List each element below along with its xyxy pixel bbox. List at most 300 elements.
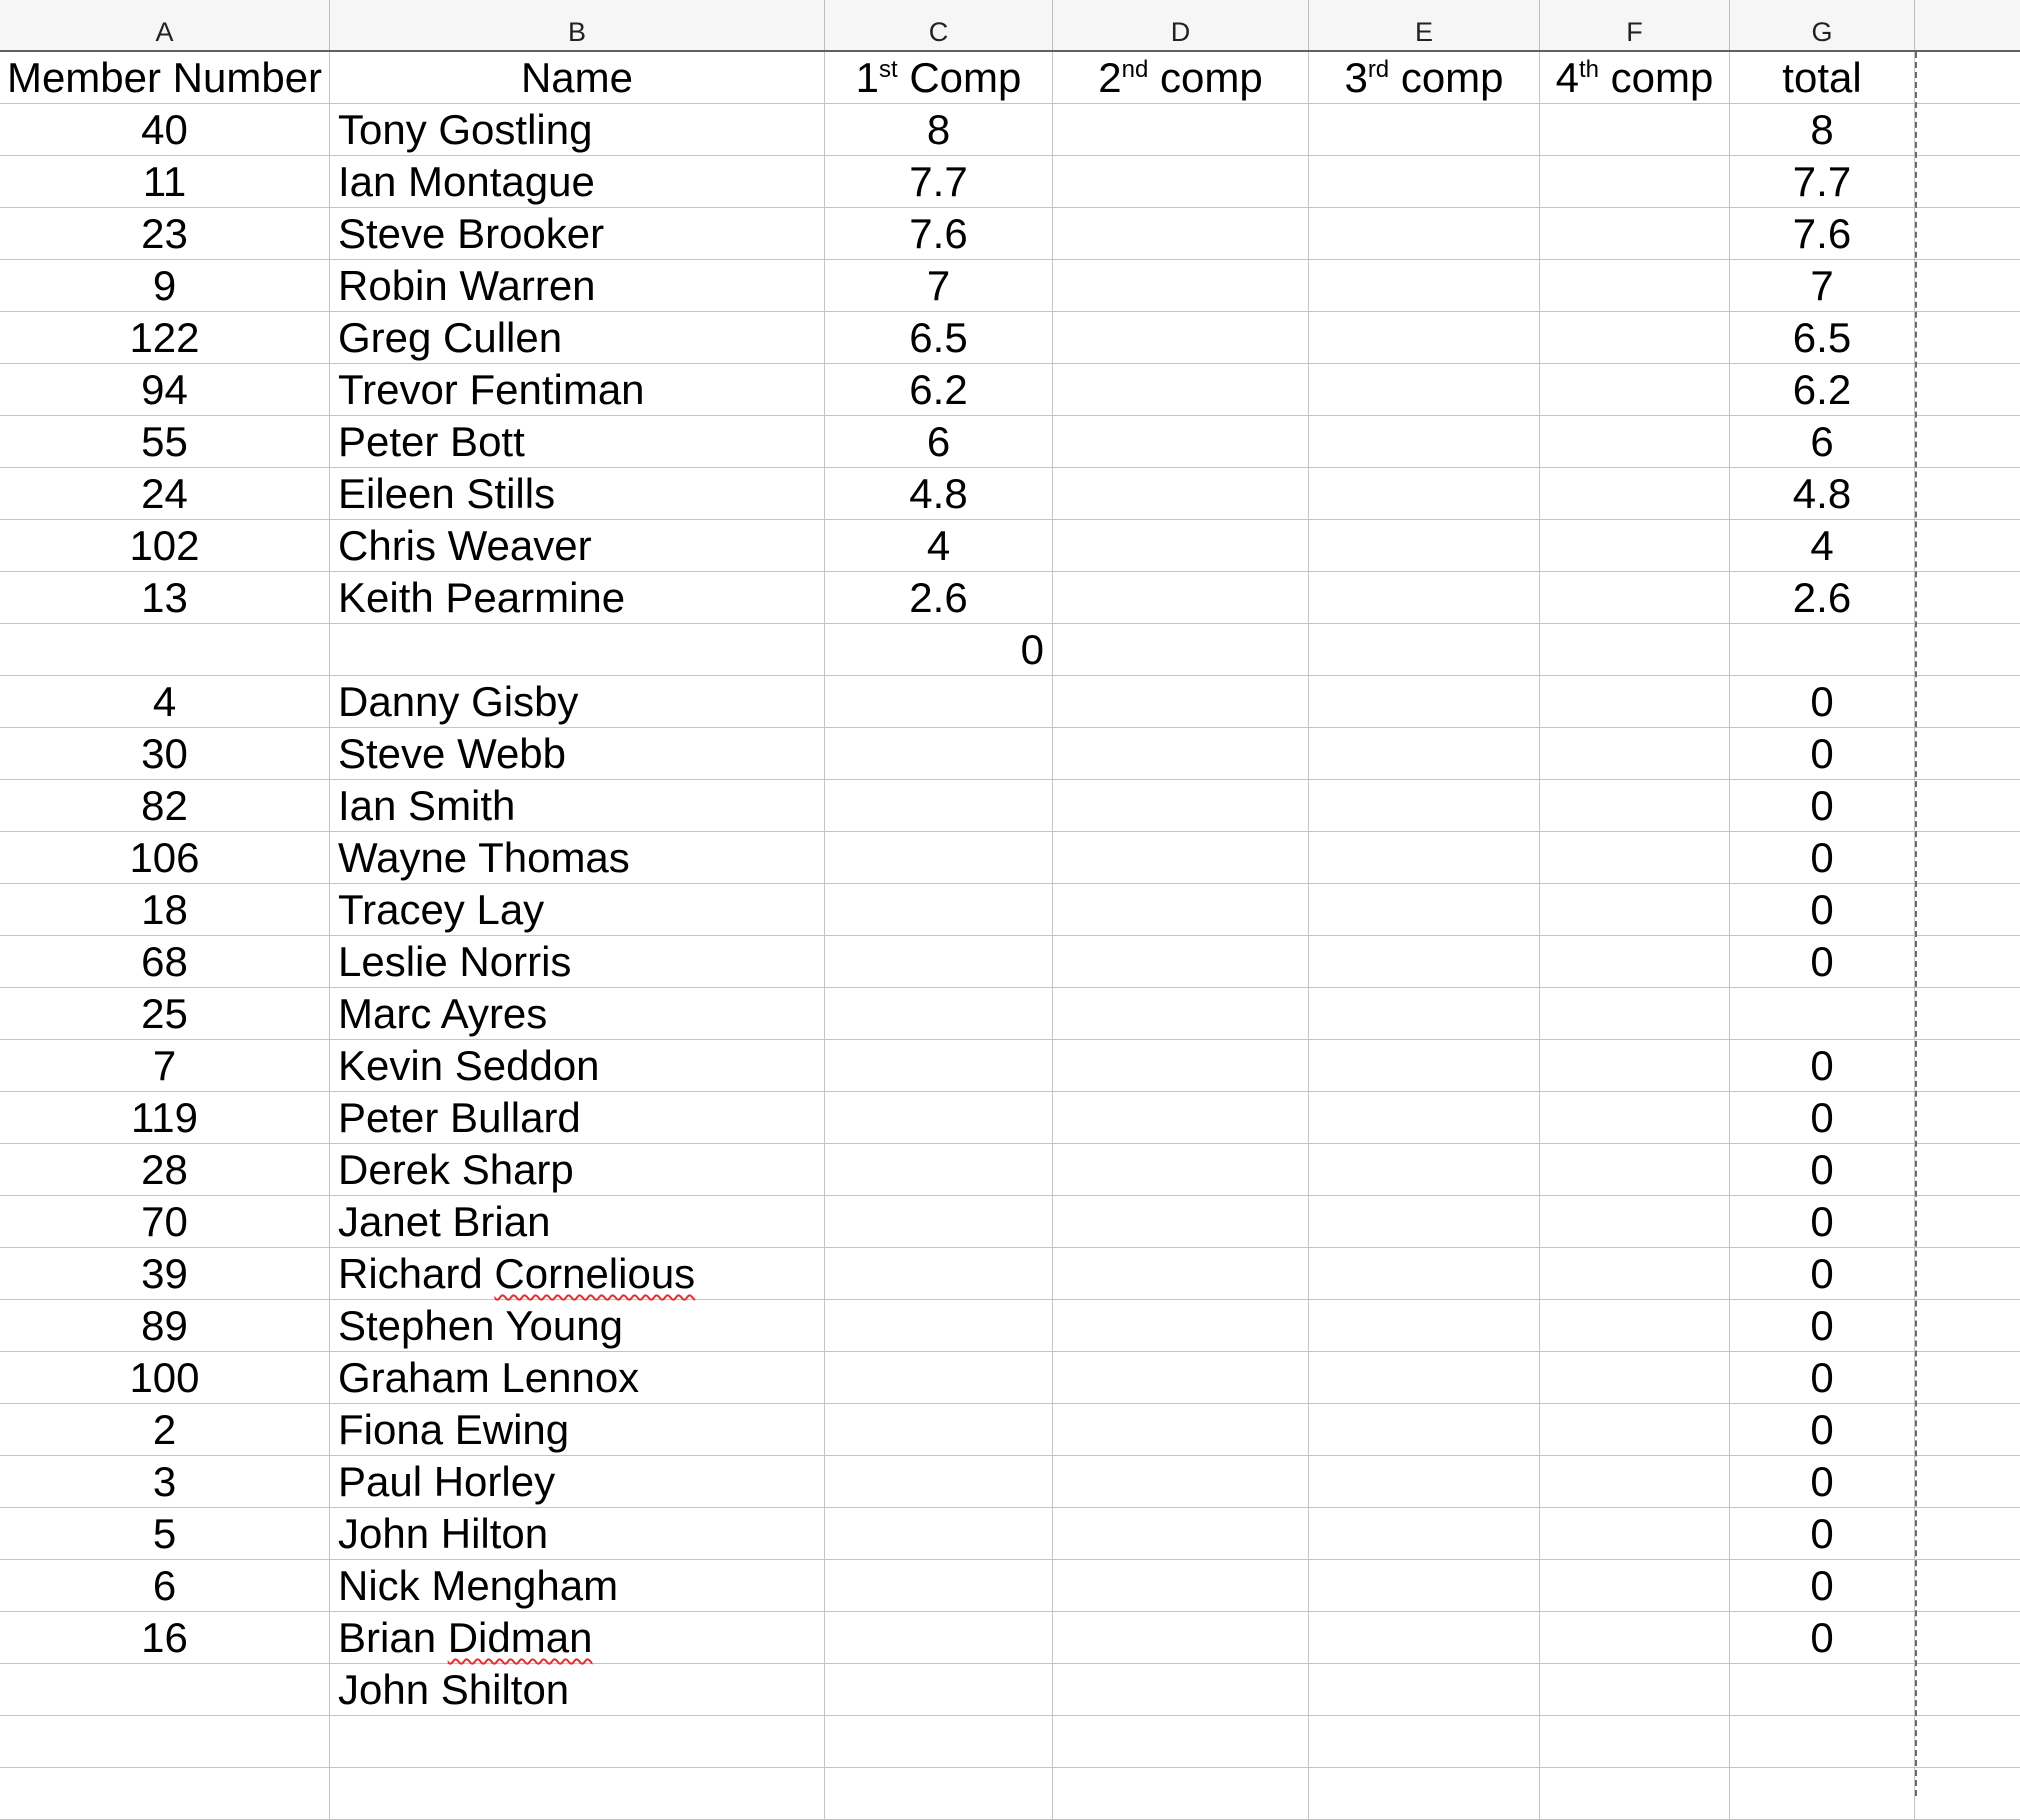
comp4-score-cell[interactable] bbox=[1540, 312, 1730, 364]
name-cell[interactable]: Marc Ayres bbox=[330, 988, 825, 1040]
comp1-score-cell[interactable]: 6.5 bbox=[825, 312, 1053, 364]
name-cell[interactable]: Peter Bott bbox=[330, 416, 825, 468]
empty-cell[interactable] bbox=[1915, 1144, 2020, 1196]
empty-cell[interactable] bbox=[1915, 260, 2020, 312]
comp2-score-cell[interactable] bbox=[1053, 416, 1309, 468]
comp1-score-cell[interactable] bbox=[825, 1560, 1053, 1612]
name-cell[interactable]: Ian Montague bbox=[330, 156, 825, 208]
member-number-cell[interactable]: 89 bbox=[0, 1300, 330, 1352]
name-cell[interactable]: Robin Warren bbox=[330, 260, 825, 312]
comp3-score-cell[interactable] bbox=[1309, 1248, 1540, 1300]
member-number-cell[interactable]: 106 bbox=[0, 832, 330, 884]
table-row bbox=[0, 1248, 2020, 1300]
comp2-score-cell[interactable] bbox=[1053, 1404, 1309, 1456]
table-row bbox=[0, 676, 2020, 728]
empty-cell[interactable] bbox=[1915, 208, 2020, 260]
total-cell[interactable]: 0 bbox=[1730, 1248, 1915, 1300]
name-cell[interactable] bbox=[330, 1716, 825, 1768]
total-cell[interactable] bbox=[1730, 988, 1915, 1040]
total-cell[interactable]: 0 bbox=[1730, 676, 1915, 728]
comp3-score-cell[interactable] bbox=[1309, 676, 1540, 728]
comp1-score-cell[interactable] bbox=[825, 1352, 1053, 1404]
empty-cell[interactable] bbox=[1915, 624, 2020, 676]
member-number-cell[interactable] bbox=[0, 1768, 330, 1820]
empty-cell[interactable] bbox=[1915, 676, 2020, 728]
column-header-g[interactable]: G bbox=[1730, 0, 1915, 50]
comp3-score-cell[interactable] bbox=[1309, 780, 1540, 832]
comp1-score-cell[interactable]: 2.6 bbox=[825, 572, 1053, 624]
comp2-score-cell[interactable] bbox=[1053, 780, 1309, 832]
comp4-score-cell[interactable] bbox=[1540, 572, 1730, 624]
name-cell[interactable]: Steve Webb bbox=[330, 728, 825, 780]
comp4-score-cell[interactable] bbox=[1540, 1664, 1730, 1716]
comp4-score-cell[interactable] bbox=[1540, 1352, 1730, 1404]
comp4-score-cell[interactable] bbox=[1540, 156, 1730, 208]
header-ordinal-number: 2 bbox=[1098, 54, 1122, 101]
comp3-score-cell[interactable] bbox=[1309, 1040, 1540, 1092]
comp2-score-cell[interactable] bbox=[1053, 1768, 1309, 1820]
member-number-cell[interactable]: 30 bbox=[0, 728, 330, 780]
comp4-score-cell[interactable] bbox=[1540, 1196, 1730, 1248]
comp1-score-cell[interactable] bbox=[825, 1508, 1053, 1560]
empty-cell[interactable] bbox=[1915, 1508, 2020, 1560]
header-ordinal-suffix: nd bbox=[1121, 56, 1149, 83]
comp1-score-cell[interactable] bbox=[825, 780, 1053, 832]
header-cell-comp3[interactable] bbox=[1309, 52, 1540, 104]
member-number-cell[interactable]: 94 bbox=[0, 364, 330, 416]
comp2-score-cell[interactable] bbox=[1053, 1716, 1309, 1768]
comp2-score-cell[interactable] bbox=[1053, 1196, 1309, 1248]
comp2-score-cell[interactable] bbox=[1053, 1612, 1309, 1664]
total-cell[interactable]: 0 bbox=[1730, 1144, 1915, 1196]
comp3-score-cell[interactable] bbox=[1309, 1664, 1540, 1716]
header-cell-comp1[interactable] bbox=[825, 52, 1053, 104]
comp3-score-cell[interactable] bbox=[1309, 416, 1540, 468]
empty-cell[interactable] bbox=[1915, 1092, 2020, 1144]
comp1-score-cell[interactable] bbox=[825, 1092, 1053, 1144]
comp1-score-cell[interactable] bbox=[825, 1248, 1053, 1300]
comp3-score-cell[interactable] bbox=[1309, 364, 1540, 416]
name-cell[interactable]: Stephen Young bbox=[330, 1300, 825, 1352]
empty-cell[interactable] bbox=[1915, 468, 2020, 520]
comp3-score-cell[interactable] bbox=[1309, 1300, 1540, 1352]
header-ordinal-suffix: th bbox=[1578, 56, 1599, 83]
comp2-score-cell[interactable] bbox=[1053, 728, 1309, 780]
total-cell[interactable]: 6.2 bbox=[1730, 364, 1915, 416]
comp1-score-cell[interactable] bbox=[825, 1664, 1053, 1716]
member-number-cell[interactable]: 25 bbox=[0, 988, 330, 1040]
comp1-score-cell[interactable]: 8 bbox=[825, 104, 1053, 156]
name-cell[interactable]: Greg Cullen bbox=[330, 312, 825, 364]
column-header-a[interactable]: A bbox=[0, 0, 330, 50]
comp1-score-cell[interactable]: 6.2 bbox=[825, 364, 1053, 416]
empty-cell[interactable] bbox=[1915, 728, 2020, 780]
comp3-score-cell[interactable] bbox=[1309, 520, 1540, 572]
comp4-score-cell[interactable] bbox=[1540, 208, 1730, 260]
comp4-score-cell[interactable] bbox=[1540, 624, 1730, 676]
comp2-score-cell[interactable] bbox=[1053, 676, 1309, 728]
member-number-cell[interactable]: 18 bbox=[0, 884, 330, 936]
member-number-cell[interactable]: 11 bbox=[0, 156, 330, 208]
name-cell[interactable]: Danny Gisby bbox=[330, 676, 825, 728]
comp4-score-cell[interactable] bbox=[1540, 988, 1730, 1040]
total-cell[interactable]: 7 bbox=[1730, 260, 1915, 312]
comp1-score-cell[interactable] bbox=[825, 1716, 1053, 1768]
comp1-score-cell[interactable] bbox=[825, 1404, 1053, 1456]
total-cell[interactable]: 0 bbox=[1730, 1404, 1915, 1456]
comp2-score-cell[interactable] bbox=[1053, 104, 1309, 156]
total-cell[interactable]: 0 bbox=[1730, 1300, 1915, 1352]
comp2-score-cell[interactable] bbox=[1053, 1300, 1309, 1352]
comp4-score-cell[interactable] bbox=[1540, 1560, 1730, 1612]
comp3-score-cell[interactable] bbox=[1309, 1352, 1540, 1404]
empty-cell[interactable] bbox=[1915, 780, 2020, 832]
comp3-score-cell[interactable] bbox=[1309, 988, 1540, 1040]
header-cell-comp2[interactable] bbox=[1053, 52, 1309, 104]
total-cell[interactable]: 0 bbox=[1730, 728, 1915, 780]
comp1-score-cell[interactable]: 4 bbox=[825, 520, 1053, 572]
comp3-score-cell[interactable] bbox=[1309, 156, 1540, 208]
comp1-score-cell[interactable] bbox=[825, 884, 1053, 936]
empty-cell[interactable] bbox=[1915, 1300, 2020, 1352]
empty-cell[interactable] bbox=[1915, 832, 2020, 884]
comp3-score-cell[interactable] bbox=[1309, 1196, 1540, 1248]
comp1-score-cell[interactable] bbox=[825, 1612, 1053, 1664]
comp4-score-cell[interactable] bbox=[1540, 832, 1730, 884]
name-cell[interactable]: Kevin Seddon bbox=[330, 1040, 825, 1092]
column-header-f[interactable]: F bbox=[1540, 0, 1730, 50]
comp3-score-cell[interactable] bbox=[1309, 884, 1540, 936]
total-cell[interactable]: 6 bbox=[1730, 416, 1915, 468]
name-cell[interactable]: Peter Bullard bbox=[330, 1092, 825, 1144]
comp2-score-cell[interactable] bbox=[1053, 364, 1309, 416]
comp2-score-cell[interactable] bbox=[1053, 208, 1309, 260]
comp1-score-cell[interactable] bbox=[825, 988, 1053, 1040]
total-cell[interactable]: 0 bbox=[1730, 936, 1915, 988]
name-cell[interactable]: Ian Smith bbox=[330, 780, 825, 832]
comp2-score-cell[interactable] bbox=[1053, 1040, 1309, 1092]
empty-cell[interactable] bbox=[1915, 520, 2020, 572]
header-cell-comp4[interactable] bbox=[1540, 52, 1730, 104]
member-number-cell[interactable]: 122 bbox=[0, 312, 330, 364]
comp3-score-cell[interactable] bbox=[1309, 572, 1540, 624]
member-number-cell[interactable]: 40 bbox=[0, 104, 330, 156]
name-cell[interactable]: Tony Gostling bbox=[330, 104, 825, 156]
total-cell[interactable]: 0 bbox=[1730, 1352, 1915, 1404]
name-cell[interactable]: Tracey Lay bbox=[330, 884, 825, 936]
member-number-cell[interactable]: 24 bbox=[0, 468, 330, 520]
name-cell[interactable]: Graham Lennox bbox=[330, 1352, 825, 1404]
total-cell[interactable]: 7.7 bbox=[1730, 156, 1915, 208]
comp2-score-cell[interactable] bbox=[1053, 624, 1309, 676]
total-cell[interactable]: 0 bbox=[1730, 1040, 1915, 1092]
member-number-cell[interactable]: 3 bbox=[0, 1456, 330, 1508]
comp4-score-cell[interactable] bbox=[1540, 364, 1730, 416]
name-cell[interactable]: Chris Weaver bbox=[330, 520, 825, 572]
empty-cell[interactable] bbox=[1915, 988, 2020, 1040]
comp3-score-cell[interactable] bbox=[1309, 1508, 1540, 1560]
comp4-score-cell[interactable] bbox=[1540, 104, 1730, 156]
member-number-cell[interactable]: 2 bbox=[0, 1404, 330, 1456]
empty-cell[interactable] bbox=[1915, 1404, 2020, 1456]
member-number-cell[interactable]: 13 bbox=[0, 572, 330, 624]
comp3-score-cell[interactable] bbox=[1309, 1768, 1540, 1820]
total-cell[interactable]: 0 bbox=[1730, 884, 1915, 936]
comp2-score-cell[interactable] bbox=[1053, 936, 1309, 988]
comp4-score-cell[interactable] bbox=[1540, 1768, 1730, 1820]
comp3-score-cell[interactable] bbox=[1309, 936, 1540, 988]
total-cell[interactable]: 7.6 bbox=[1730, 208, 1915, 260]
comp4-score-cell[interactable] bbox=[1540, 520, 1730, 572]
table-row bbox=[0, 1456, 2020, 1508]
column-header-empty[interactable] bbox=[1915, 0, 2020, 50]
name-cell[interactable]: Paul Horley bbox=[330, 1456, 825, 1508]
comp1-score-cell[interactable]: 4.8 bbox=[825, 468, 1053, 520]
comp2-score-cell[interactable] bbox=[1053, 884, 1309, 936]
total-cell[interactable]: 0 bbox=[1730, 1612, 1915, 1664]
comp2-score-cell[interactable] bbox=[1053, 572, 1309, 624]
comp3-score-cell[interactable] bbox=[1309, 1404, 1540, 1456]
total-cell[interactable] bbox=[1730, 1664, 1915, 1716]
total-cell[interactable]: 0 bbox=[1730, 1456, 1915, 1508]
name-cell[interactable]: John Hilton bbox=[330, 1508, 825, 1560]
comp3-score-cell[interactable] bbox=[1309, 1560, 1540, 1612]
member-number-cell[interactable]: 16 bbox=[0, 1612, 330, 1664]
member-number-cell[interactable]: 100 bbox=[0, 1352, 330, 1404]
header-cell-name[interactable] bbox=[330, 52, 825, 104]
member-number-cell[interactable]: 70 bbox=[0, 1196, 330, 1248]
comp1-score-cell[interactable] bbox=[825, 1144, 1053, 1196]
name-text: Brian bbox=[338, 1614, 448, 1661]
name-cell[interactable]: Derek Sharp bbox=[330, 1144, 825, 1196]
empty-cell[interactable] bbox=[1915, 364, 2020, 416]
comp3-score-cell[interactable] bbox=[1309, 1612, 1540, 1664]
total-cell[interactable] bbox=[1730, 1768, 1915, 1820]
comp2-score-cell[interactable] bbox=[1053, 1664, 1309, 1716]
name-cell[interactable]: Keith Pearmine bbox=[330, 572, 825, 624]
table-row bbox=[0, 312, 2020, 364]
comp1-score-cell[interactable] bbox=[825, 1300, 1053, 1352]
member-number-cell[interactable]: 39 bbox=[0, 1248, 330, 1300]
name-cell[interactable]: Leslie Norris bbox=[330, 936, 825, 988]
comp2-score-cell[interactable] bbox=[1053, 312, 1309, 364]
header-cell-total[interactable] bbox=[1730, 52, 1915, 104]
header-label: total bbox=[1782, 54, 1862, 101]
comp2-score-cell[interactable] bbox=[1053, 1508, 1309, 1560]
total-cell[interactable]: 0 bbox=[1730, 1560, 1915, 1612]
empty-cell[interactable] bbox=[1915, 884, 2020, 936]
empty-cell[interactable] bbox=[1915, 416, 2020, 468]
comp3-score-cell[interactable] bbox=[1309, 1456, 1540, 1508]
comp2-score-cell[interactable] bbox=[1053, 468, 1309, 520]
comp4-score-cell[interactable] bbox=[1540, 1456, 1730, 1508]
comp2-score-cell[interactable] bbox=[1053, 1248, 1309, 1300]
empty-cell[interactable] bbox=[1915, 1664, 2020, 1716]
comp2-score-cell[interactable] bbox=[1053, 1560, 1309, 1612]
comp4-score-cell[interactable] bbox=[1540, 1508, 1730, 1560]
member-number-cell[interactable]: 9 bbox=[0, 260, 330, 312]
comp2-score-cell[interactable] bbox=[1053, 260, 1309, 312]
comp3-score-cell[interactable] bbox=[1309, 728, 1540, 780]
member-number-cell[interactable] bbox=[0, 1716, 330, 1768]
comp3-score-cell[interactable] bbox=[1309, 468, 1540, 520]
empty-cell[interactable] bbox=[1915, 156, 2020, 208]
comp4-score-cell[interactable] bbox=[1540, 416, 1730, 468]
name-cell[interactable]: Janet Brian bbox=[330, 1196, 825, 1248]
empty-cell[interactable] bbox=[1915, 572, 2020, 624]
header-row bbox=[0, 52, 2020, 104]
table-row bbox=[0, 1352, 2020, 1404]
member-number-cell[interactable]: 102 bbox=[0, 520, 330, 572]
comp1-score-cell[interactable] bbox=[825, 936, 1053, 988]
comp1-score-cell[interactable] bbox=[825, 1768, 1053, 1820]
comp3-score-cell[interactable] bbox=[1309, 104, 1540, 156]
name-cell[interactable]: John Shilton bbox=[330, 1664, 825, 1716]
member-number-cell[interactable]: 119 bbox=[0, 1092, 330, 1144]
empty-cell[interactable] bbox=[1915, 312, 2020, 364]
comp4-score-cell[interactable] bbox=[1540, 468, 1730, 520]
column-header-b[interactable]: B bbox=[330, 0, 825, 50]
empty-cell[interactable] bbox=[1915, 52, 2020, 104]
empty-cell[interactable] bbox=[1915, 104, 2020, 156]
comp4-score-cell[interactable] bbox=[1540, 676, 1730, 728]
member-number-cell[interactable]: 55 bbox=[0, 416, 330, 468]
comp3-score-cell[interactable] bbox=[1309, 260, 1540, 312]
member-number-cell[interactable] bbox=[0, 624, 330, 676]
total-cell[interactable]: 0 bbox=[1730, 1196, 1915, 1248]
empty-cell[interactable] bbox=[1915, 1196, 2020, 1248]
comp4-score-cell[interactable] bbox=[1540, 260, 1730, 312]
name-cell[interactable]: Wayne Thomas bbox=[330, 832, 825, 884]
empty-cell[interactable] bbox=[1915, 1456, 2020, 1508]
comp3-score-cell[interactable] bbox=[1309, 832, 1540, 884]
empty-cell[interactable] bbox=[1915, 1040, 2020, 1092]
comp4-score-cell[interactable] bbox=[1540, 936, 1730, 988]
total-cell[interactable]: 4.8 bbox=[1730, 468, 1915, 520]
comp3-score-cell[interactable] bbox=[1309, 312, 1540, 364]
column-header-c[interactable]: C bbox=[825, 0, 1053, 50]
empty-cell[interactable] bbox=[1915, 1248, 2020, 1300]
total-cell[interactable]: 0 bbox=[1730, 1508, 1915, 1560]
member-number-cell[interactable]: 6 bbox=[0, 1560, 330, 1612]
comp2-score-cell[interactable] bbox=[1053, 156, 1309, 208]
empty-cell[interactable] bbox=[1915, 936, 2020, 988]
comp3-score-cell[interactable] bbox=[1309, 208, 1540, 260]
comp4-score-cell[interactable] bbox=[1540, 1144, 1730, 1196]
member-number-cell[interactable]: 68 bbox=[0, 936, 330, 988]
comp2-score-cell[interactable] bbox=[1053, 520, 1309, 572]
comp4-score-cell[interactable] bbox=[1540, 1716, 1730, 1768]
name-cell[interactable] bbox=[330, 1768, 825, 1820]
comp4-score-cell[interactable] bbox=[1540, 1300, 1730, 1352]
comp1-score-cell[interactable]: 7.6 bbox=[825, 208, 1053, 260]
table-row bbox=[0, 1612, 2020, 1664]
comp4-score-cell[interactable] bbox=[1540, 1612, 1730, 1664]
comp3-score-cell[interactable] bbox=[1309, 1092, 1540, 1144]
comp2-score-cell[interactable] bbox=[1053, 1352, 1309, 1404]
header-cell-member-number[interactable] bbox=[0, 52, 330, 104]
member-number-cell[interactable]: 82 bbox=[0, 780, 330, 832]
name-cell[interactable]: Trevor Fentiman bbox=[330, 364, 825, 416]
total-cell[interactable]: 0 bbox=[1730, 832, 1915, 884]
table-row bbox=[0, 468, 2020, 520]
member-number-cell[interactable] bbox=[0, 1664, 330, 1716]
comp1-score-cell[interactable] bbox=[825, 1456, 1053, 1508]
comp1-score-cell[interactable]: 7.7 bbox=[825, 156, 1053, 208]
table-row bbox=[0, 1144, 2020, 1196]
comp4-score-cell[interactable] bbox=[1540, 728, 1730, 780]
name-cell[interactable] bbox=[330, 624, 825, 676]
table-row bbox=[0, 572, 2020, 624]
header-label: Comp bbox=[897, 54, 1022, 101]
comp4-score-cell[interactable] bbox=[1540, 780, 1730, 832]
comp4-score-cell[interactable] bbox=[1540, 1248, 1730, 1300]
member-number-cell[interactable]: 4 bbox=[0, 676, 330, 728]
comp3-score-cell[interactable] bbox=[1309, 1144, 1540, 1196]
comp1-score-cell[interactable] bbox=[825, 832, 1053, 884]
total-cell[interactable]: 2.6 bbox=[1730, 572, 1915, 624]
comp1-score-cell[interactable] bbox=[825, 676, 1053, 728]
table-row bbox=[0, 1560, 2020, 1612]
column-header-d[interactable]: D bbox=[1053, 0, 1309, 50]
empty-cell[interactable] bbox=[1915, 1612, 2020, 1664]
empty-cell[interactable] bbox=[1915, 1560, 2020, 1612]
empty-cell[interactable] bbox=[1915, 1352, 2020, 1404]
member-number-cell[interactable]: 5 bbox=[0, 1508, 330, 1560]
total-cell[interactable] bbox=[1730, 1716, 1915, 1768]
empty-cell[interactable] bbox=[1915, 1768, 2020, 1820]
comp2-score-cell[interactable] bbox=[1053, 832, 1309, 884]
comp2-score-cell[interactable] bbox=[1053, 1144, 1309, 1196]
total-cell[interactable] bbox=[1730, 624, 1915, 676]
name-cell[interactable] bbox=[330, 1612, 825, 1664]
comp2-score-cell[interactable] bbox=[1053, 988, 1309, 1040]
comp4-score-cell[interactable] bbox=[1540, 1040, 1730, 1092]
column-header-e[interactable]: E bbox=[1309, 0, 1540, 50]
comp1-score-cell[interactable] bbox=[825, 728, 1053, 780]
total-cell[interactable]: 0 bbox=[1730, 780, 1915, 832]
comp1-score-cell[interactable]: 7 bbox=[825, 260, 1053, 312]
comp3-score-cell[interactable] bbox=[1309, 624, 1540, 676]
comp4-score-cell[interactable] bbox=[1540, 1404, 1730, 1456]
header-label: Member Number bbox=[6, 54, 323, 101]
total-cell[interactable]: 4 bbox=[1730, 520, 1915, 572]
name-cell[interactable]: Eileen Stills bbox=[330, 468, 825, 520]
empty-cell[interactable] bbox=[1915, 1716, 2020, 1768]
comp3-score-cell[interactable] bbox=[1309, 1716, 1540, 1768]
member-number-cell[interactable]: 7 bbox=[0, 1040, 330, 1092]
comp1-score-cell[interactable] bbox=[825, 1196, 1053, 1248]
name-cell[interactable]: Nick Mengham bbox=[330, 1560, 825, 1612]
comp1-score-cell[interactable] bbox=[825, 1040, 1053, 1092]
comp1-score-cell[interactable]: 6 bbox=[825, 416, 1053, 468]
table-row bbox=[0, 832, 2020, 884]
comp4-score-cell[interactable] bbox=[1540, 1092, 1730, 1144]
name-cell[interactable] bbox=[330, 1248, 825, 1300]
name-cell[interactable]: Fiona Ewing bbox=[330, 1404, 825, 1456]
comp2-score-cell[interactable] bbox=[1053, 1456, 1309, 1508]
total-cell[interactable]: 8 bbox=[1730, 104, 1915, 156]
comp1-score-cell[interactable]: 0 bbox=[825, 624, 1053, 676]
total-cell[interactable]: 6.5 bbox=[1730, 312, 1915, 364]
member-number-cell[interactable]: 23 bbox=[0, 208, 330, 260]
name-cell[interactable]: Steve Brooker bbox=[330, 208, 825, 260]
member-number-cell[interactable]: 28 bbox=[0, 1144, 330, 1196]
table-row bbox=[0, 624, 2020, 676]
comp4-score-cell[interactable] bbox=[1540, 884, 1730, 936]
total-cell[interactable]: 0 bbox=[1730, 1092, 1915, 1144]
comp2-score-cell[interactable] bbox=[1053, 1092, 1309, 1144]
